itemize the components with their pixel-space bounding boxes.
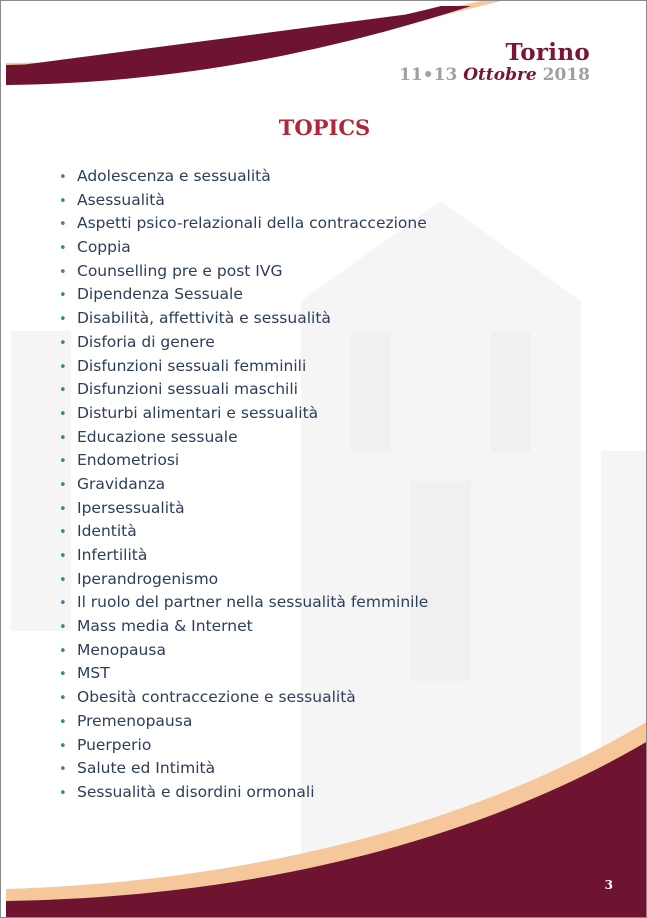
bullet-icon: •	[59, 738, 67, 754]
topic-label: Disabilità, affettività e sessualità	[77, 309, 331, 328]
topic-item	[59, 331, 428, 355]
date-separator: •	[422, 65, 434, 85]
topic-label: Gravidanza	[77, 474, 166, 493]
topic-item	[59, 402, 428, 426]
topic-item	[59, 449, 428, 473]
bullet-icon: •	[59, 572, 67, 588]
bullet-icon: •	[59, 762, 67, 778]
topic-item	[59, 734, 428, 758]
topic-item	[59, 212, 428, 236]
bullet-icon: •	[59, 549, 67, 564]
topic-item	[59, 520, 428, 544]
bullet-icon: •	[59, 288, 67, 304]
topic-item	[59, 757, 428, 781]
topic-label: Sessualità e disordini ormonali	[77, 782, 315, 801]
topic-label: Disturbi alimentari e sessualità	[77, 403, 319, 422]
date-end: 13	[433, 65, 458, 85]
topic-label: Endometriosi	[77, 451, 180, 470]
bullet-icon: •	[59, 241, 67, 257]
topic-label: Mass media & Internet	[77, 617, 253, 636]
topic-item	[59, 355, 428, 379]
topic-item	[59, 710, 428, 734]
topic-item	[59, 260, 428, 284]
topic-item	[59, 378, 428, 402]
bullet-icon: •	[59, 525, 67, 541]
bullet-icon: •	[59, 596, 67, 612]
topic-item	[59, 189, 428, 213]
topic-label: Obesità contraccezione e sessualità	[77, 688, 356, 707]
date-month: Ottobre	[463, 65, 537, 85]
topic-label: Identità	[77, 522, 137, 541]
event-date	[399, 65, 590, 85]
bullet-icon: •	[59, 406, 67, 422]
bullet-icon: •	[59, 312, 67, 328]
bullet-icon: •	[59, 264, 67, 280]
date-year: 2018	[542, 65, 590, 85]
topic-item	[59, 236, 428, 260]
bullet-icon: •	[59, 430, 67, 446]
topic-label: MST	[77, 664, 110, 683]
topic-item	[59, 568, 428, 592]
topic-item	[59, 165, 428, 189]
topic-item	[59, 662, 428, 686]
topic-label: Dipendenza Sessuale	[77, 285, 243, 304]
bullet-icon: •	[59, 620, 67, 636]
topic-label: Coppia	[77, 238, 131, 257]
topic-item	[59, 615, 428, 639]
bullet-icon: •	[59, 359, 67, 375]
topic-label: Il ruolo del partner nella sessualità femminile	[77, 593, 429, 612]
topics-list	[59, 165, 428, 805]
topic-label: Adolescenza e sessualità	[77, 167, 271, 185]
topic-label: Educazione sessuale	[77, 427, 238, 446]
city-title: Torino	[505, 39, 590, 66]
bullet-icon: •	[59, 217, 67, 233]
topic-item	[59, 686, 428, 710]
bullet-icon: •	[59, 785, 67, 801]
topic-label: Aspetti psico-relazionali della contraccezione	[77, 214, 427, 233]
topic-item	[59, 283, 428, 307]
bullet-icon: •	[59, 383, 67, 399]
topic-label: Disfunzioni sessuali maschili	[77, 380, 298, 399]
bullet-icon: •	[59, 170, 67, 185]
bullet-icon: •	[59, 691, 67, 707]
topic-label: Asessualità	[77, 190, 165, 209]
bullet-icon: •	[59, 714, 67, 730]
topic-label: Counselling pre e post IVG	[77, 261, 283, 280]
bullet-icon: •	[59, 643, 67, 659]
topic-label: Infertilità	[77, 546, 148, 564]
bullet-icon: •	[59, 454, 67, 470]
bullet-icon: •	[59, 667, 67, 683]
topic-item	[59, 591, 428, 615]
bullet-icon: •	[59, 501, 67, 517]
topic-label: Iperandrogenismo	[77, 569, 219, 588]
date-start: 11	[399, 65, 423, 85]
topic-label: Puerperio	[77, 735, 152, 754]
topic-label: Salute ed Intimità	[77, 759, 216, 778]
topic-item	[59, 781, 428, 805]
topic-label: Menopausa	[77, 640, 166, 659]
topic-item	[59, 307, 428, 331]
topic-label: Ipersessualità	[77, 498, 185, 517]
page-number: 3	[604, 878, 613, 892]
bullet-icon: •	[59, 477, 67, 493]
bullet-icon: •	[59, 193, 67, 209]
bullet-icon: •	[59, 335, 67, 351]
topic-label: Disforia di genere	[77, 332, 215, 351]
topic-item	[59, 473, 428, 497]
topic-item	[59, 639, 428, 663]
section-title: TOPICS	[278, 115, 371, 140]
topic-item	[59, 544, 428, 568]
topic-item	[59, 497, 428, 521]
topic-item	[59, 426, 428, 450]
topic-label: Premenopausa	[77, 711, 193, 730]
topic-label: Disfunzioni sessuali femminili	[77, 356, 307, 375]
